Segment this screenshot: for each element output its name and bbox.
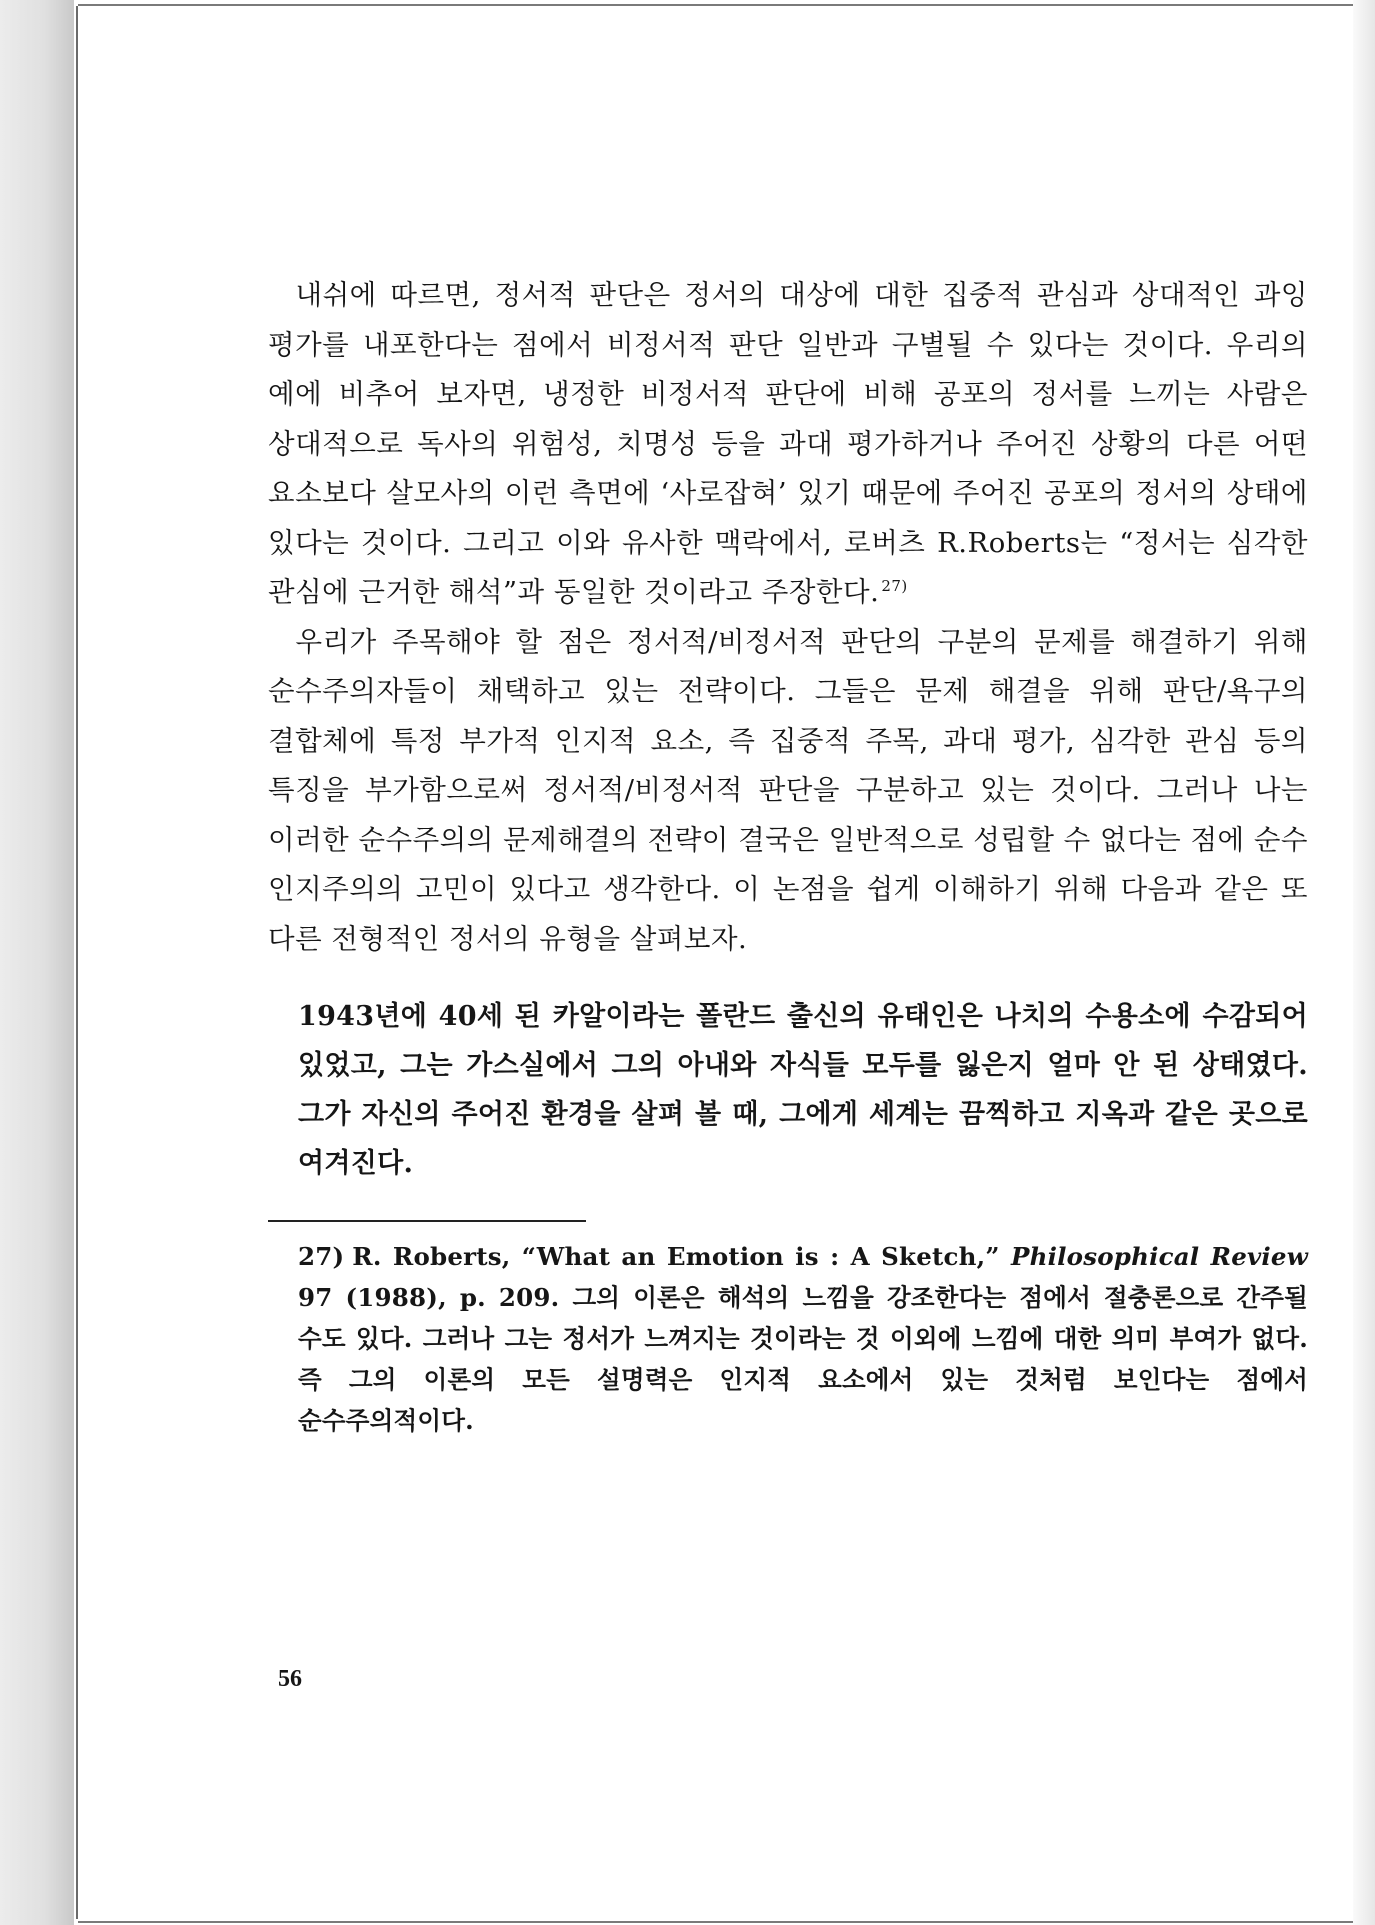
paragraph-1: [268, 271, 1308, 618]
footnote-journal: Philosophical Review: [1011, 1242, 1308, 1271]
block-quote: [268, 992, 1308, 1188]
footnote-reference: 27): [881, 576, 908, 595]
block-quote-text: 1943년에 40세 된 카알이라는 폴란드 출신의 유태인은 나치의 수용소에 수감되어 있었고, 그는 가스실에서 그의 아내와 자식들 모두를 잃은지 얼마 안 된 상태였다. 그가 자신의 주어진 환경을 살펴 볼 때, 그에게 세계는 끔찍하고 지옥과 같은 곳으로 여겨진다.: [298, 1001, 1308, 1179]
footnote-comment: 그의 이론은 해석의 느낌을 강조한다는 점에서 절충론으로 간주될 수도 있다. 그러나 그는 정서가 느껴지는 것이라는 것 이외에 느낌에 대한 의미 부여가 없다. 즉 그의 이론의 모든 설명력은 인지적 요소에서 있는 것처럼 보인다는 점에서 순수주의적이다.: [298, 1283, 1308, 1435]
paragraph-1-text: 내쉬에 따르면, 정서적 판단은 정서의 대상에 대한 집중적 관심과 상대적인 과잉 평가를 내포한다는 점에서 비정서적 판단 일반과 구별될 수 있다는 것이다. 우리의 예에 비추어 보자면, 냉정한 비정서적 판단에 비해 공포의 정서를 느끼는 사람은 상대적으로 독사의 위험성, 치명성 등을 과대 평가하거나 주어진 상황의 다른 어떤 요소보다 살모사의 이런 측면에 ‘사로잡혀’ 있기 때문에 주어진 공포의 정서의 상태에 있다는 것이다. 그리고 이와 유사한 맥락에서, 로버츠 R.Roberts는 “정서는 심각한 관심에 근거한 해석”과 동일한 것이라고 주장한다.: [268, 279, 1308, 608]
book-page: [78, 4, 1353, 1923]
footnote-divider: [268, 1220, 586, 1222]
footnote-27: [268, 1236, 1308, 1441]
book-page-edge-left: [0, 0, 74, 1925]
page-content: [268, 271, 1308, 1441]
footnote-citation-detail: 97 (1988), p. 209.: [298, 1283, 560, 1312]
footnote-citation: R. Roberts, “What an Emotion is : A Sketch,”: [352, 1242, 1000, 1271]
paragraph-2: 우리가 주목해야 할 점은 정서적/비정서적 판단의 구분의 문제를 해결하기 위해 순수주의자들이 채택하고 있는 전략이다. 그들은 문제 해결을 위해 판단/욕구의 결합체에 특정 부가적 인지적 요소, 즉 집중적 주목, 과대 평가, 심각한 관심 등의 특징을 부가함으로써 정서적/비정서적 판단을 구분하고 있는 것이다. 그러나 나는 이러한 순수주의의 문제해결의 전략이 결국은 일반적으로 성립할 수 없다는 점에 순수 인지주의의 고민이 있다고 생각한다. 이 논점을 쉽게 이해하기 위해 다음과 같은 또 다른 전형적인 정서의 유형을 살펴보자.: [268, 625, 1308, 955]
book-page-edge-right: [1353, 0, 1375, 1925]
footnote-number: 27): [298, 1242, 345, 1271]
page-number: 56: [278, 1666, 302, 1692]
